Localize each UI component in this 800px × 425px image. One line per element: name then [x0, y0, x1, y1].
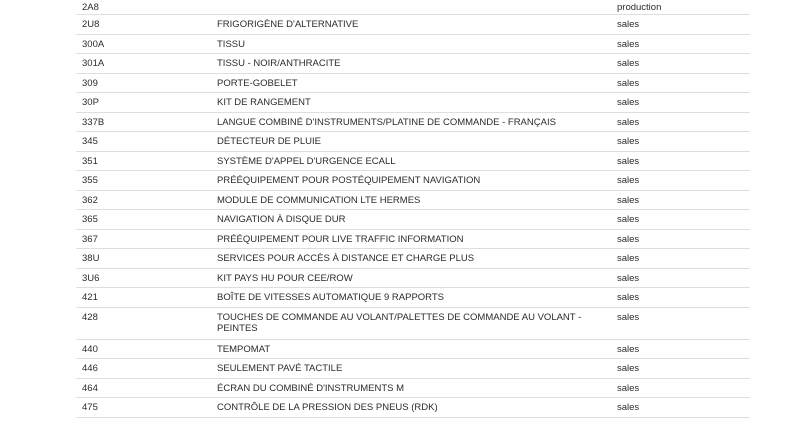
- table-row: [76, 398, 750, 418]
- option-description: KIT PAYS HU POUR CEE/ROW: [217, 272, 353, 284]
- option-description: SEULEMENT PAVÉ TACTILE: [217, 363, 343, 374]
- table-row: [76, 54, 750, 74]
- option-code: 300A: [82, 38, 105, 50]
- option-description: PRÉÉQUIPEMENT POUR LIVE TRAFFIC INFORMATION: [217, 233, 464, 245]
- option-code: 355: [82, 175, 98, 186]
- option-description: FRIGORIGÈNE D'ALTERNATIVE: [217, 19, 359, 30]
- table-row: [76, 15, 750, 35]
- option-type: sales: [617, 116, 640, 128]
- table-row: [76, 0, 750, 15]
- option-type: sales: [617, 175, 640, 186]
- options-table: [76, 0, 750, 418]
- option-type: sales: [617, 272, 640, 284]
- table-row: [76, 152, 750, 172]
- option-type: sales: [617, 19, 640, 30]
- option-code: 475: [82, 402, 98, 413]
- option-description: TISSU: [217, 38, 245, 50]
- option-description: CONTRÔLE DE LA PRESSION DES PNEUS (RDK): [217, 402, 438, 413]
- option-type: sales: [617, 155, 640, 167]
- option-type: sales: [617, 38, 640, 50]
- option-description: TISSU - NOIR/ANTHRACITE: [217, 58, 341, 69]
- option-type: sales: [617, 97, 640, 108]
- option-type: sales: [617, 363, 640, 374]
- option-code: 428: [82, 311, 98, 323]
- option-description: ÉCRAN DU COMBINÉ D'INSTRUMENTS M: [217, 382, 405, 394]
- option-description: MODULE DE COMMUNICATION LTE HERMES: [217, 194, 421, 206]
- option-description: PRÉÉQUIPEMENT POUR POSTÉQUIPEMENT NAVIGATION: [217, 175, 481, 186]
- option-type: production: [617, 2, 662, 13]
- option-description: SERVICES POUR ACCÈS À DISTANCE ET CHARGE PLUS: [217, 253, 475, 264]
- table-row: [76, 132, 750, 152]
- option-code: 30P: [82, 97, 99, 108]
- table-row: [76, 269, 750, 289]
- option-type: sales: [617, 343, 640, 355]
- option-description: PORTE-GOBELET: [217, 77, 298, 89]
- option-code: 2A8: [82, 2, 99, 13]
- option-code: 367: [82, 233, 98, 245]
- option-code: 440: [82, 343, 98, 355]
- option-code: 464: [82, 382, 98, 394]
- table-row: [76, 35, 750, 55]
- option-description: SYSTÈME D'APPEL D'URGENCE ECALL: [217, 155, 396, 167]
- table-row: [76, 308, 750, 340]
- option-code: 345: [82, 136, 98, 147]
- option-code: 351: [82, 155, 98, 167]
- option-code: 446: [82, 363, 98, 374]
- table-row: [76, 113, 750, 133]
- option-type: sales: [617, 77, 640, 89]
- option-description: DÉTECTEUR DE PLUIE: [217, 136, 321, 147]
- option-code: 365: [82, 214, 98, 225]
- option-code: 2U8: [82, 19, 100, 30]
- option-type: sales: [617, 402, 640, 413]
- option-description: NAVIGATION À DISQUE DUR: [217, 214, 346, 225]
- table-row: [76, 230, 750, 250]
- table-row: [76, 359, 750, 379]
- table-row: [76, 171, 750, 191]
- option-code: 301A: [82, 58, 105, 69]
- option-type: sales: [617, 233, 640, 245]
- table-row: [76, 93, 750, 113]
- option-description: KIT DE RANGEMENT: [217, 97, 311, 108]
- table-row: [76, 191, 750, 211]
- option-description: TOUCHES DE COMMANDE AU VOLANT/PALETTES DE COMMANDE AU VOLANT - PEINTES: [217, 311, 582, 334]
- table-row: [76, 340, 750, 360]
- option-type: sales: [617, 292, 640, 303]
- table-row: [76, 249, 750, 269]
- table-row: [76, 210, 750, 230]
- option-type: sales: [617, 58, 640, 69]
- table-row: [76, 74, 750, 94]
- option-code: 362: [82, 194, 98, 206]
- option-type: sales: [617, 382, 640, 394]
- table-row: [76, 288, 750, 308]
- option-code: 421: [82, 292, 98, 303]
- option-type: sales: [617, 214, 640, 225]
- option-type: sales: [617, 311, 640, 323]
- option-code: 337B: [82, 116, 105, 128]
- option-code: 38U: [82, 253, 100, 264]
- option-code: 309: [82, 77, 98, 89]
- option-description: LANGUE COMBINÉ D'INSTRUMENTS/PLATINE DE COMMANDE - FRANÇAIS: [217, 116, 556, 128]
- option-type: sales: [617, 194, 640, 206]
- option-type: sales: [617, 253, 640, 264]
- option-code: 3U6: [82, 272, 100, 284]
- option-description: TEMPOMAT: [217, 343, 271, 355]
- option-description: BOÎTE DE VITESSES AUTOMATIQUE 9 RAPPORTS: [217, 292, 444, 303]
- table-row: [76, 379, 750, 399]
- option-type: sales: [617, 136, 640, 147]
